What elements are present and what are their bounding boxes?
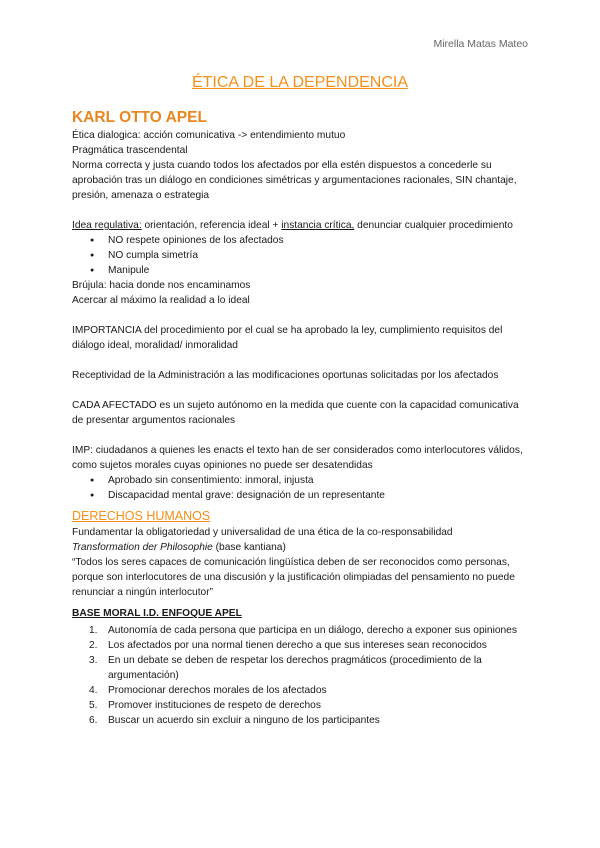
list-item: ● NO respete opiniones de los afectados: [72, 233, 532, 248]
spacer: [72, 353, 532, 368]
paragraph-receptividad: Receptividad de la Administración a las modificaciones oportunas solicitadas por los afectados: [72, 370, 499, 381]
text-denunciar: denunciar cualquier procedimiento: [354, 220, 513, 231]
text-orientacion: orientación, referencia ideal +: [141, 220, 282, 231]
paragraph-brujula: Brújula: hacia donde nos encaminamos: [72, 280, 251, 291]
list-item-text: Promocionar derechos morales de los afectados: [108, 685, 327, 696]
paragraph-imp: IMP: ciudadanos a quienes les enacts el texto han de ser considerados como interlocutores válidos, como sujetos morales cuyas opiniones no puede ser desatendidas: [72, 445, 523, 471]
list-item-text: Promover instituciones de respeto de derechos: [108, 700, 321, 711]
paragraph-norma-correcta: Norma correcta y justa cuando todos los afectados por ella estén dispuestos a concederle su aprobación tras un diálogo en condiciones simétricas y argumentaciones racionales, SIN chantaje, presión, amenaza o estrategia: [72, 160, 517, 201]
list-item-text: Autonomía de cada persona que participa en un diálogo, derecho a exponer sus opiniones: [108, 625, 517, 636]
bullet-list-imp: [72, 473, 532, 503]
list-item: ● Manipule: [72, 263, 532, 278]
list-item-text: En un debate se deben de respetar los derechos pragmáticos (procedimiento de la argumentación): [108, 655, 482, 681]
term-instancia-critica: instancia crítica,: [281, 220, 355, 231]
spacer: [72, 383, 532, 398]
paragraph-etica-dialogica: Ética dialogica: acción comunicativa -> entendimiento mutuo: [72, 130, 346, 141]
spacer: [72, 428, 532, 443]
list-item: 2. Los afectados por una normal tienen derecho a que sus intereses sean reconocidos: [89, 640, 487, 651]
document-body: [72, 104, 532, 728]
numbered-list-base-moral: [72, 623, 532, 728]
spacer: [72, 308, 532, 323]
list-item: 4. Promocionar derechos morales de los afectados: [89, 685, 327, 696]
list-item-text: Buscar un acuerdo sin excluir a ninguno de los participantes: [108, 715, 380, 726]
spacer: [72, 203, 532, 218]
section-heading-apel: KARL OTTO APEL: [72, 109, 207, 126]
list-item: 6. Buscar un acuerdo sin excluir a ninguno de los participantes: [89, 715, 380, 726]
bullet-list-procedimiento: [72, 233, 532, 278]
list-item: ● Discapacidad mental grave: designación de un representante: [72, 488, 532, 503]
section-heading-derechos-humanos: DERECHOS HUMANOS: [72, 509, 211, 523]
term-idea-regulativa: Idea regulativa:: [72, 220, 142, 231]
paragraph-fundamentar: Fundamentar la obligatoriedad y universalidad de una ética de la co-responsabilidad: [72, 527, 453, 538]
paragraph-idea-regulativa: [72, 218, 532, 233]
paragraph-pragmatica: Pragmática trascendental: [72, 145, 188, 156]
paragraph-transformation: [72, 540, 532, 555]
list-item: 1. Autonomía de cada persona que participa en un diálogo, derecho a exponer sus opiniones: [89, 625, 517, 636]
paragraph-importancia: IMPORTANCIA del procedimiento por el cual se ha aprobado la ley, cumplimiento requisitos del diálogo ideal, moralidad/ inmoralidad: [72, 325, 503, 351]
book-title: Transformation der Philosophie: [72, 542, 213, 553]
book-note: (base kantiana): [212, 542, 286, 553]
paragraph-cada-afectado: CADA AFECTADO es un sujeto autónomo en la medida que cuente con la capacidad comunicativa de presentar argumentos racionales: [72, 400, 519, 426]
list-item: 5. Promover instituciones de respeto de derechos: [89, 700, 321, 711]
subheading-base-moral: BASE MORAL I.D. ENFOQUE APEL: [72, 608, 242, 619]
list-item: 3. En un debate se deben de respetar los derechos pragmáticos (procedimiento de la argumentación): [89, 655, 482, 681]
author-name: Mirella Matas Mateo: [433, 38, 528, 50]
paragraph-acercar: Acercar al máximo la realidad a lo ideal: [72, 295, 250, 306]
document-title: ÉTICA DE LA DEPENDENCIA: [191, 74, 409, 91]
list-item: ● Aprobado sin consentimiento: inmoral, injusta: [72, 473, 532, 488]
list-item: ● NO cumpla simetría: [72, 248, 532, 263]
list-item-text: Los afectados por una normal tienen derecho a que sus intereses sean reconocidos: [108, 640, 487, 651]
paragraph-quote: “Todos los seres capaces de comunicación lingüística deben de ser reconocidos como personas, porque son interlocutores de una discusión y la justificación olimpiadas del pensamiento no puede renunciar a ningún interlocutor”: [72, 557, 515, 598]
